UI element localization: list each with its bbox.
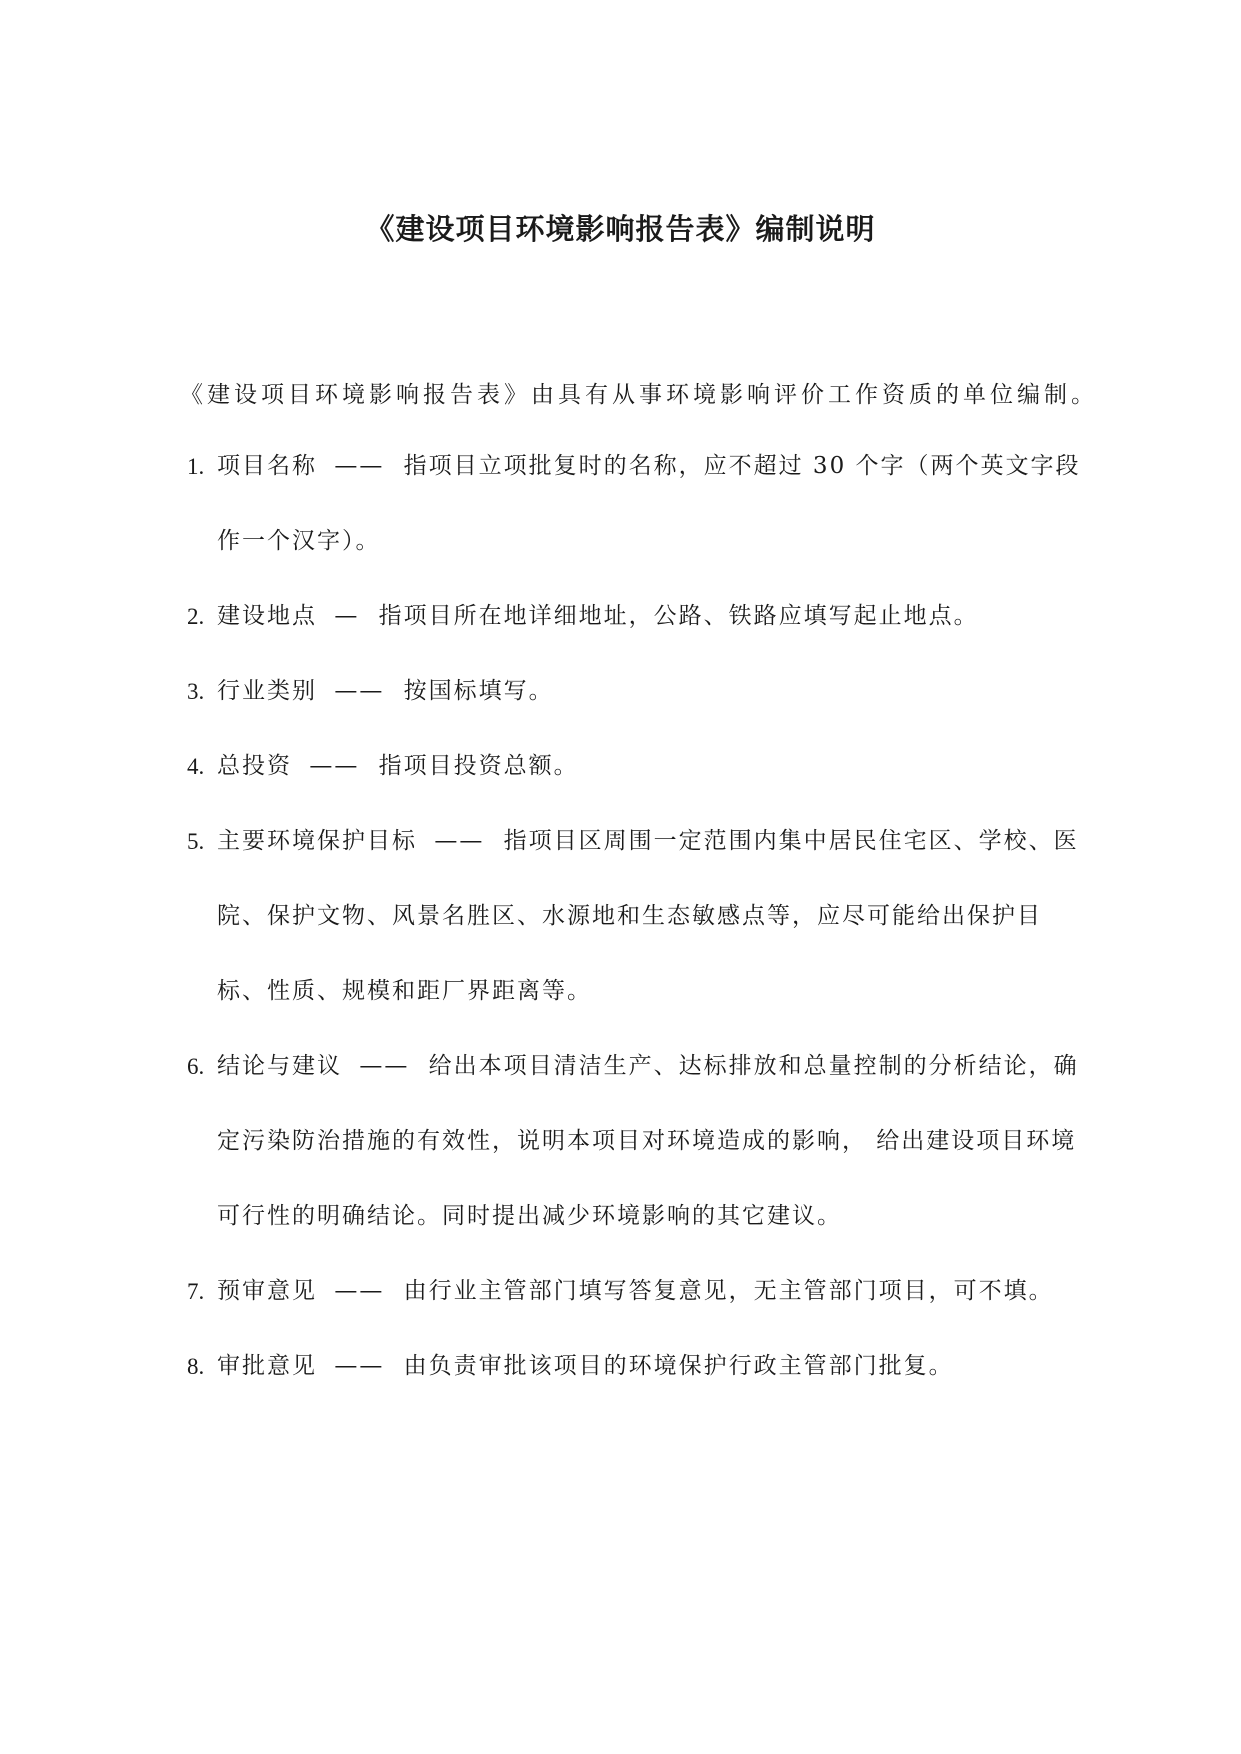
item-body <box>217 579 1087 654</box>
list-item <box>187 1029 1087 1254</box>
item-term: 预审意见 <box>217 1278 317 1304</box>
item-number: 5. <box>187 829 205 854</box>
item-text: 指项目投资总额。 <box>378 753 579 779</box>
item-term: 总投资 <box>217 753 292 779</box>
item-dash: —— <box>334 1353 385 1379</box>
item-number: 8. <box>187 1354 205 1379</box>
item-term: 项目名称 <box>217 453 317 479</box>
item-number: 6. <box>187 1054 205 1079</box>
item-dash: —— <box>309 753 360 779</box>
list-item <box>187 804 1087 1029</box>
item-number: 2. <box>187 604 205 629</box>
list-item <box>187 579 1087 654</box>
list-item <box>187 1254 1087 1329</box>
item-dash: — <box>334 603 360 629</box>
item-body <box>217 1029 1087 1254</box>
list-item <box>187 1329 1087 1404</box>
list-item <box>187 654 1087 729</box>
list-item <box>187 729 1087 804</box>
item-dash: —— <box>334 678 385 704</box>
item-body <box>217 729 1087 804</box>
item-text: 指项目立项批复时的名称，应不超过 30 个字（两个英文字段作一个汉字）。 <box>217 453 1081 554</box>
item-dash: —— <box>434 828 485 854</box>
item-number: 7. <box>187 1279 205 1304</box>
intro-paragraph: 《建设项目环境影响报告表》由具有从事环境影响评价工作资质的单位编制。 <box>180 382 1098 408</box>
item-term: 建设地点 <box>217 603 317 629</box>
document-title: 《建设项目环境影响报告表》编制说明 <box>365 212 876 247</box>
item-term: 行业类别 <box>217 678 317 704</box>
item-dash: —— <box>334 453 385 479</box>
item-text: 由负责审批该项目的环境保护行政主管部门批复。 <box>403 1353 954 1379</box>
item-body <box>217 429 1087 579</box>
item-body <box>217 654 1087 729</box>
item-text: 按国标填写。 <box>403 678 554 704</box>
numbered-list <box>187 429 1087 1404</box>
item-term: 主要环境保护目标 <box>217 828 417 854</box>
item-body <box>217 804 1087 1029</box>
list-item <box>187 429 1087 579</box>
item-number: 1. <box>187 454 205 479</box>
item-term: 审批意见 <box>217 1353 317 1379</box>
item-dash: —— <box>334 1278 385 1304</box>
item-text: 指项目区周围一定范围内集中居民住宅区、学校、医院、保护文物、风景名胜区、水源地和生态敏感点等，应尽可能给出保护目标、性质、规模和距厂界距离等。 <box>217 828 1079 1004</box>
item-text: 指项目所在地详细地址，公路、铁路应填写起止地点。 <box>378 603 979 629</box>
item-body <box>217 1254 1087 1329</box>
item-text: 由行业主管部门填写答复意见，无主管部门项目，可不填。 <box>403 1278 1054 1304</box>
item-body <box>217 1329 1087 1404</box>
item-term: 结论与建议 <box>217 1053 342 1079</box>
item-number: 4. <box>187 754 205 779</box>
item-number: 3. <box>187 679 205 704</box>
item-text: 给出本项目清洁生产、达标排放和总量控制的分析结论，确定污染防治措施的有效性，说明本项目对环境造成的影响， 给出建设项目环境可行性的明确结论。同时提出减少环境影响的其它建议。 <box>217 1053 1079 1229</box>
item-dash: —— <box>359 1053 410 1079</box>
